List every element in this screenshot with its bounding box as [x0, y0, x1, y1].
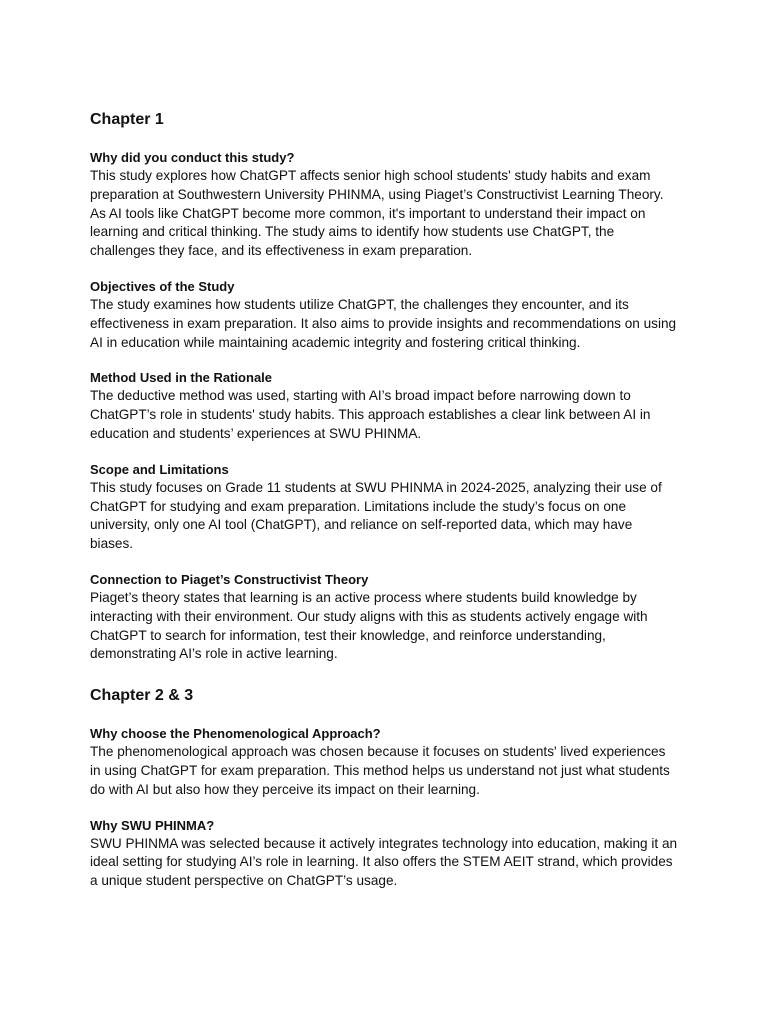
- section-heading: Why SWU PHINMA?: [90, 817, 215, 833]
- section-why-conduct: [90, 148, 678, 261]
- section-heading: Why did you conduct this study?: [90, 150, 295, 165]
- section-body: This study explores how ChatGPT affects senior high school students' study habits and exam preparation at Southwestern University PHINMA, using Piaget’s Constructivist Learning Theory. As AI tools like ChatGPT become more common, it's important to understand their impact on learning and critical thinking. The study aims to identify how students use ChatGPT, the challenges they face, and its effectiveness in exam preparation.: [90, 168, 664, 259]
- section-why-swu: [90, 816, 678, 891]
- chapter-2-3-title: Chapter 2 & 3: [90, 687, 194, 705]
- section-body: The phenomenological approach was chosen because it focuses on students' lived experiences in using ChatGPT for exam preparation. This method helps us understand not just what students do with AI but also how they perceive its impact on their learning.: [90, 744, 670, 797]
- section-heading: Objectives of the Study: [90, 278, 235, 294]
- section-body: The deductive method was used, starting with AI’s broad impact before narrowing down to ChatGPT’s role in students' study habits. This approach establishes a clear link between AI in education and students’ experiences at SWU PHINMA.: [90, 388, 651, 441]
- chapter-1-title: Chapter 1: [90, 111, 164, 128]
- section-scope: [90, 460, 678, 554]
- section-heading: Connection to Piaget’s Constructivist Theory: [90, 571, 369, 587]
- section-objectives: [90, 277, 678, 352]
- section-heading: Method Used in the Rationale: [90, 370, 273, 386]
- section-body: This study focuses on Grade 11 students at SWU PHINMA in 2024-2025, analyzing their use of ChatGPT for studying and exam preparation. Limitations include the study’s focus on one university, only one AI tool (ChatGPT), and reliance on self-reported data, which may have biases.: [90, 479, 662, 552]
- section-body: SWU PHINMA was selected because it actively integrates technology into education, making it an ideal setting for studying AI’s role in learning. It also offers the STEM AEIT strand, which provides a unique student perspective on ChatGPT’s usage.: [90, 835, 678, 889]
- section-phenomenological: [90, 724, 678, 799]
- section-method: [90, 368, 678, 443]
- section-body: The study examines how students utilize ChatGPT, the challenges they encounter, and its effectiveness in exam preparation. It also aims to provide insights and recommendations on using AI in education while maintaining academic integrity and fostering critical thinking.: [90, 296, 677, 350]
- section-heading: Scope and Limitations: [90, 461, 229, 477]
- section-piaget-connection: [90, 570, 678, 664]
- section-heading: Why choose the Phenomenological Approach?: [90, 726, 381, 742]
- section-body: Piaget’s theory states that learning is an active process where students build knowledge by interacting with their environment. Our study aligns with this as students actively engage with ChatGPT to search for information, test their knowledge, and reinforce understanding, demonstrating AI’s role in active learning.: [90, 589, 648, 662]
